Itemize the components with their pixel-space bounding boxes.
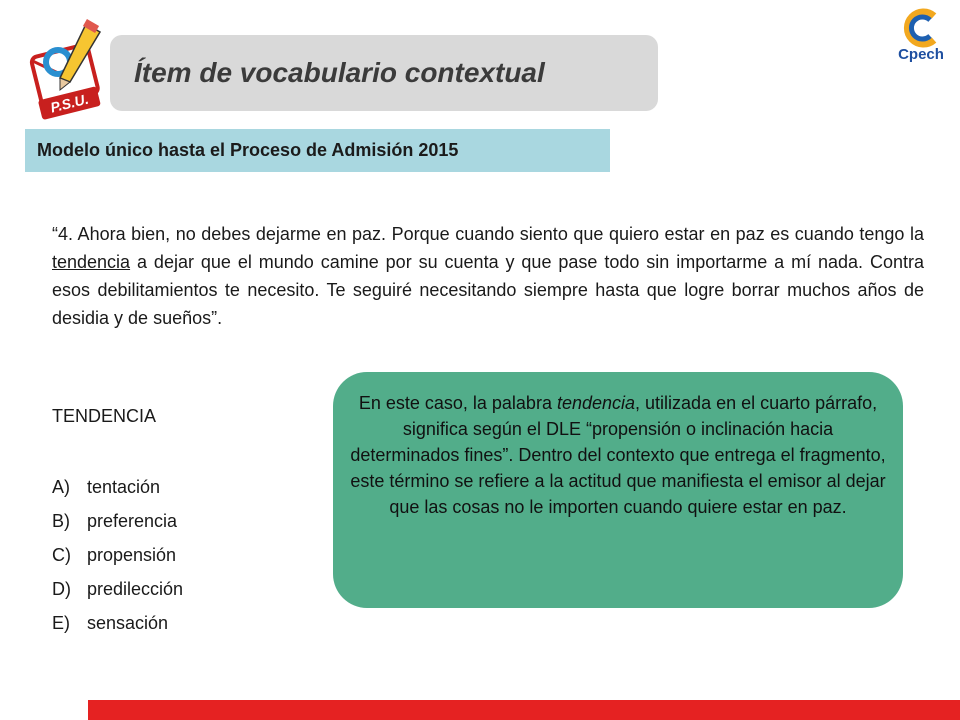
subtitle: Modelo único hasta el Proceso de Admisión 2015 — [37, 140, 459, 160]
cpech-logo — [890, 6, 952, 64]
answer-options — [52, 474, 183, 644]
option-c[interactable] — [52, 542, 183, 576]
explanation-term: tendencia — [556, 393, 636, 413]
option-b[interactable] — [52, 508, 183, 542]
explanation-intro: En este caso, la palabra — [358, 393, 557, 413]
psu-logo — [26, 16, 106, 120]
option-text: propensión — [87, 545, 177, 565]
option-text: sensación — [87, 613, 169, 633]
svg-text:Cpech: Cpech — [898, 46, 944, 63]
option-letter: C) — [52, 545, 71, 565]
option-text: preferencia — [87, 511, 178, 531]
passage-before: “4. Ahora bien, no debes dejarme en paz. Porque cuando siento que quiero estar en paz es cuando tengo la — [52, 224, 924, 244]
explanation-box — [333, 372, 903, 608]
reading-passage — [52, 220, 924, 332]
option-d[interactable] — [52, 576, 183, 610]
passage-after: a dejar que el mundo camine por su cuenta y que pase todo sin importarme a mí nada. Contra esos debilitamientos te necesito. Te seguiré necesitando siempre hasta que logre borrar muchos años de desidia y de sueños”. — [52, 252, 924, 328]
option-text: tentación — [87, 477, 161, 497]
passage-underlined-word: tendencia — [52, 252, 131, 272]
option-letter: E) — [52, 613, 70, 633]
title-bar — [110, 35, 658, 111]
option-a[interactable] — [52, 474, 183, 508]
option-text: predilección — [87, 579, 184, 599]
page-title: Ítem de vocabulario contextual — [134, 57, 545, 88]
subtitle-bar — [25, 129, 610, 172]
explanation-body: , utilizada en el cuarto párrafo, significa según el DLE “propensión o inclinación hacia determinados fines”. Dentro del contexto que entrega el fragmento, este término se refiere a la actitud que manifiesta el emisor al dejar que las cosas no le importen cuando quiere estar en paz. — [350, 393, 886, 517]
question-word: TENDENCIA — [52, 406, 157, 426]
option-e[interactable] — [52, 610, 183, 644]
footer-bar — [88, 700, 960, 720]
option-letter: D) — [52, 579, 71, 599]
option-letter: A) — [52, 477, 70, 497]
svg-text:P.S.U.: P.S.U. — [48, 90, 91, 116]
option-letter: B) — [52, 511, 70, 531]
